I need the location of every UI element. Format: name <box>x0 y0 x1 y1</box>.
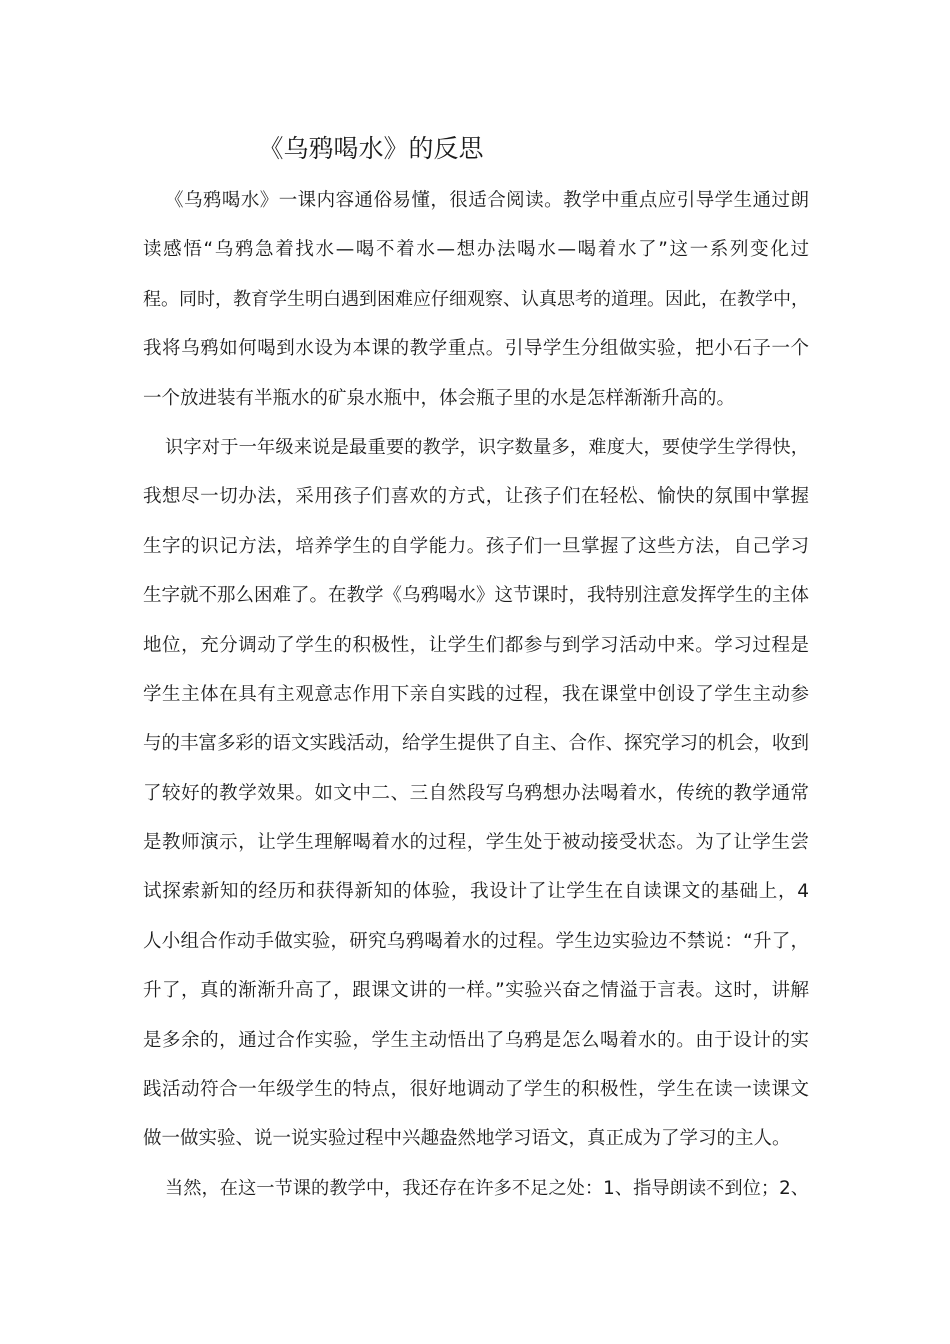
text-line: 一个放进装有半瓶水的矿泉水瓶中，体会瓶子里的水是怎样渐渐升高的。 <box>143 387 736 409</box>
text-line: 程。同时，教育学生明白遇到困难应仔细观察、认真思考的道理。因此，在教学中， <box>143 288 809 310</box>
text-line: 地位，充分调动了学生的积极性，让学生们都参与到学习活动中来。学习过程是 <box>143 634 809 656</box>
text-line: 当然，在这一节课的教学中，我还存在许多不足之处：1、指导朗读不到位；2、 <box>165 1177 809 1199</box>
text-line: 升了，真的渐渐升高了，跟课文讲的一样。”实验兴奋之情溢于言表。这时，讲解 <box>143 980 809 1002</box>
text-line: 学生主体在具有主观意志作用下亲自实践的过程，我在课堂中创设了学生主动参 <box>143 683 809 705</box>
text-line: 践活动符合一年级学生的特点，很好地调动了学生的积极性，学生在读一读课文 <box>143 1079 809 1101</box>
text-line: 人小组合作动手做实验，研究乌鸦喝着水的过程。学生边实验边不禁说：“升了， <box>143 930 809 952</box>
text-line: 《乌鸦喝水》一课内容通俗易懂，很适合阅读。教学中重点应引导学生通过朗 <box>165 190 809 211</box>
text-line: 我想尽一切办法，采用孩子们喜欢的方式，让孩子们在轻松、愉快的氛围中掌握 <box>143 486 809 508</box>
text-line: 试探索新知的经历和获得新知的体验，我设计了让学生在自读课文的基础上，4 <box>143 881 809 903</box>
text-line: 与的丰富多彩的语文实践活动，给学生提供了自主、合作、探究学习的机会，收到 <box>143 733 809 755</box>
text-line: 是教师演示，让学生理解喝着水的过程，学生处于被动接受状态。为了让学生尝 <box>143 832 809 854</box>
document-body <box>143 180 809 1217</box>
text-line: 识字对于一年级来说是最重要的教学，识字数量多，难度大，要使学生学得快， <box>165 436 809 458</box>
document-title: 《乌鸦喝水》的反思 <box>258 134 484 163</box>
text-line: 读感悟“乌鸦急着找水—喝不着水—想办法喝水—喝着水了”这一系列变化过 <box>143 239 809 261</box>
text-line: 做一做实验、说一说实验过程中兴趣盎然地学习语文，真正成为了学习的主人。 <box>143 1128 791 1150</box>
text-line: 生字就不那么困难了。在教学《乌鸦喝水》这节课时，我特别注意发挥学生的主体 <box>143 585 809 607</box>
text-line: 了较好的教学效果。如文中二、三自然段写乌鸦想办法喝着水，传统的教学通常 <box>143 782 809 804</box>
text-line: 我将乌鸦如何喝到水设为本课的教学重点。引导学生分组做实验，把小石子一个 <box>143 338 809 360</box>
text-line: 生字的识记方法，培养学生的自学能力。孩子们一旦掌握了这些方法，自己学习 <box>143 535 809 557</box>
text-line: 是多余的，通过合作实验，学生主动悟出了乌鸦是怎么喝着水的。由于设计的实 <box>143 1029 809 1051</box>
